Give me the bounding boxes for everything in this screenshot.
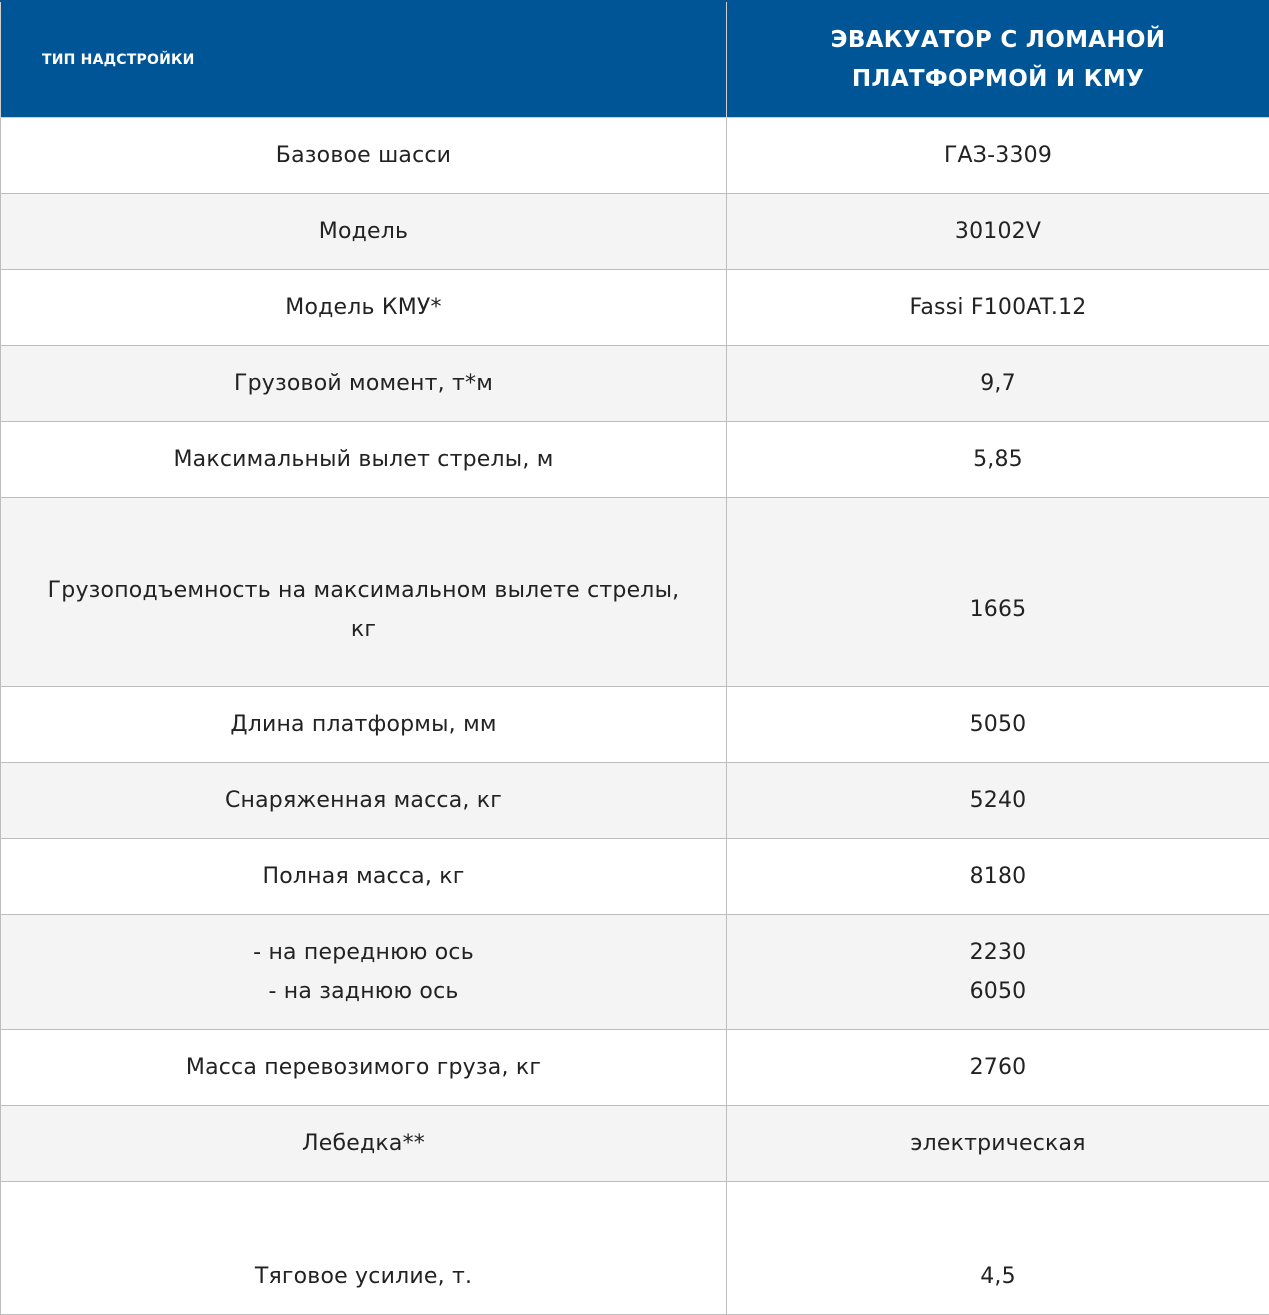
- row-label: Базовое шасси: [1, 118, 727, 194]
- row-value: электрическая: [727, 1106, 1269, 1182]
- row-label: [1, 498, 727, 687]
- table-row: [1, 346, 1269, 422]
- table-row: [1, 1106, 1269, 1182]
- row-label-line-1: Грузоподъемность на максимальном вылете стрелы,: [1, 571, 726, 610]
- row-label-line-1: - на переднюю ось: [1, 933, 726, 972]
- row-label: Модель КМУ*: [1, 270, 727, 346]
- row-value: ГАЗ-3309: [727, 118, 1269, 194]
- row-value-line-2: 6050: [727, 972, 1269, 1011]
- row-label: Модель: [1, 194, 727, 270]
- row-value: 8180: [727, 839, 1269, 915]
- table-row: [1, 422, 1269, 498]
- table-row: [1, 1030, 1269, 1106]
- row-label: Тяговое усилие, т.: [1, 1182, 727, 1315]
- header-superstructure-type: ТИП НАДСТРОЙКИ: [1, 1, 727, 118]
- row-label: Лебедка**: [1, 1106, 727, 1182]
- row-label-line-2: кг: [1, 610, 726, 649]
- header-model-name: [727, 1, 1269, 118]
- row-value: [727, 915, 1269, 1030]
- row-value: 5240: [727, 763, 1269, 839]
- row-value: 4,5: [727, 1182, 1269, 1315]
- row-value: 2760: [727, 1030, 1269, 1106]
- header-model-line-2: ПЛАТФОРМОЙ И КМУ: [727, 60, 1269, 99]
- row-label: Полная масса, кг: [1, 839, 727, 915]
- row-label: Максимальный вылет стрелы, м: [1, 422, 727, 498]
- table-row: [1, 915, 1269, 1030]
- table-header-row: [1, 1, 1269, 118]
- header-model-line-1: ЭВАКУАТОР С ЛОМАНОЙ: [727, 21, 1269, 60]
- table-row: [1, 763, 1269, 839]
- row-value: 1665: [727, 498, 1269, 687]
- row-value: 5,85: [727, 422, 1269, 498]
- row-label: Грузовой момент, т*м: [1, 346, 727, 422]
- row-value: 5050: [727, 687, 1269, 763]
- row-label: Снаряженная масса, кг: [1, 763, 727, 839]
- row-label-line-2: - на заднюю ось: [1, 972, 726, 1011]
- table-row: [1, 687, 1269, 763]
- row-label: Масса перевозимого груза, кг: [1, 1030, 727, 1106]
- table-row: [1, 270, 1269, 346]
- row-value: Fassi F100AT.12: [727, 270, 1269, 346]
- row-value: 9,7: [727, 346, 1269, 422]
- table-row: [1, 194, 1269, 270]
- row-value: 30102V: [727, 194, 1269, 270]
- row-label: Длина платформы, мм: [1, 687, 727, 763]
- table-row: [1, 839, 1269, 915]
- row-label: [1, 915, 727, 1030]
- row-value-line-1: 2230: [727, 933, 1269, 972]
- table-row: [1, 118, 1269, 194]
- table-row: [1, 498, 1269, 687]
- table-row: [1, 1182, 1269, 1315]
